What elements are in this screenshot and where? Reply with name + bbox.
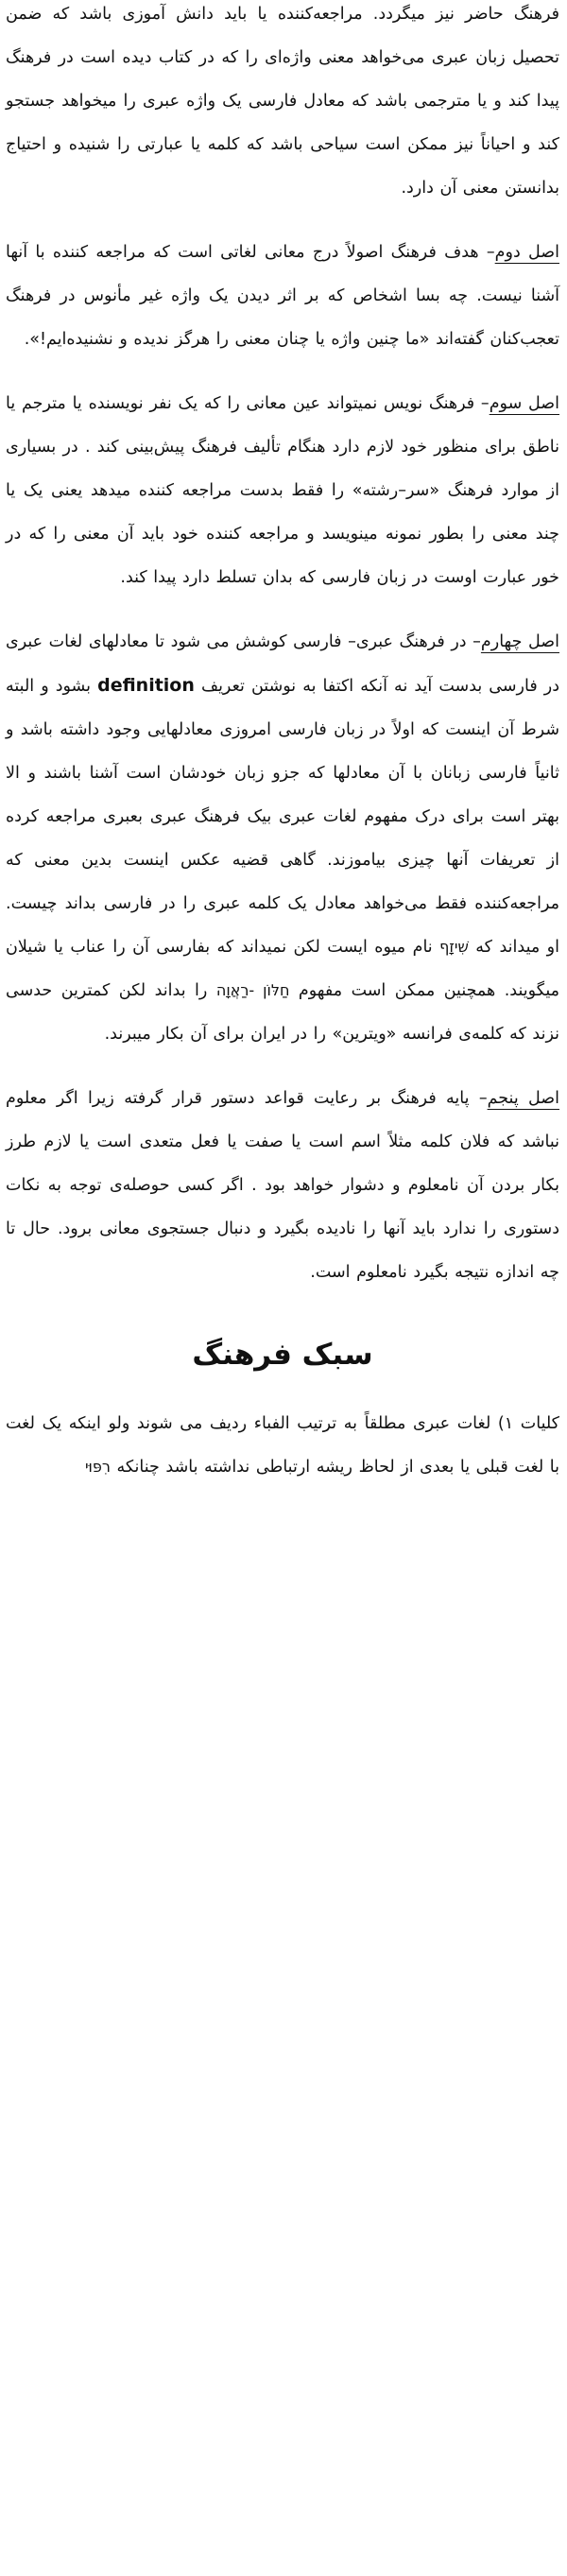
paragraph-generalities bbox=[6, 1402, 559, 1489]
latin-term: definition bbox=[97, 675, 195, 696]
principle-heading: اصل پنجم bbox=[487, 1089, 560, 1108]
paragraph-principle-4 bbox=[6, 620, 559, 1056]
paragraph-principle-2 bbox=[6, 231, 559, 361]
paragraph-text: نام میوه ایست لکن نمیداند که بفارسی آن را عناب یا شیلان میگویند. همچنین ممکن است مفهوم bbox=[6, 938, 560, 1000]
paragraph-text: – پایه فرهنگ بر رعایت قواعد دستور قرار گرفته زیرا اگر معلوم نباشد که فلان کلمه مثلاً اسم است یا صفت یا فعل متعدی است یا لازم طرز بکار بردن آن نامعلوم و دشوار خواهد بود . اگر کسی حوصله‌ی توجه به نکات دستوری را ندارد باید آنها را نادیده بگیرد و دنبال جستجوی معانی برود. حال تا چه اندازه نتیجه بگیرد نامعلوم است. bbox=[6, 1089, 559, 1282]
paragraph-text: – فرهنگ نویس نمیتواند عین معانی را که یک نفر نویسنده یا مترجم یا ناطق برای منظور خود لازم دارد هنگام تألیف فرهنگ پیش‌بینی کند . در بسیاری از موارد فرهنگ «سر–رشته» را فقط بدست مراجعه کننده میدهد یعنی یک یا چند معنی را بطور نمونه مینویسد و مراجعه کننده خود باید آن معنی را که در خور عبارت اوست در زبان فارسی که بدان تسلط دارد پیدا کند. bbox=[6, 394, 559, 587]
paragraph-text: فرهنگ حاضر نیز میگردد. مراجعه‌کننده یا باید دانش آموزی باشد که ضمن تحصیل زبان عبری می‌خواهد معنی واژه‌ای را که در کتاب دیده است در فرهنگ پیدا کند و یا مترجمی باشد که معادل فارسی یک واژه عبری را میخواهد جستجو کند و احیاناً نیز ممکن است سیاحی باشد که کلمه یا عبارتی را شنیده و احتیاج بدانستن معنی آن دارد. bbox=[6, 5, 559, 198]
principle-heading: اصل دوم bbox=[494, 243, 559, 262]
section-title: سبک فرهنگ bbox=[192, 1338, 373, 1372]
hebrew-word: רִפּוּי bbox=[84, 1458, 111, 1476]
paragraph-text: – در فرهنگ عبری– فارسی کوشش می شود تا معادلهای لغات عبری در فارسی بدست آید نه آنکه اکتفا به نوشتن تعریف bbox=[6, 632, 560, 696]
paragraph-text: کلیات ۱) لغات عبری مطلقاً به ترتیب الفباء ردیف می شوند ولو اینکه یک لغت با لغت قبلی یا بعدی از لحاظ ریشه ارتباطی نداشته باشد چنانکه bbox=[6, 1414, 560, 1477]
hebrew-word: שִׁיזָף bbox=[439, 938, 469, 956]
paragraph-text: بشود و البته شرط آن اینست که اولاً در زبان فارسی امروزی معادلهایی وجود داشته باشد و ثانیاً فارسی زبانان با آن معادلها که جزو زبان خودشان است آشنا باشند و الا بهتر است برای درک مفهوم لغات عبری بیک فرهنگ عبری بعبری مراجعه کرده از تعریفات آنها چیزی بیاموزند. گاهی قضیه عکس اینست بدین معنی که مراجعه‌کننده فقط می‌خواهد معادل یک کلمه عبری را در فارسی بداند چیست. او میداند که bbox=[6, 677, 559, 957]
principle-heading: اصل چهارم bbox=[480, 632, 559, 651]
hebrew-word: חַלּוֹן -רַאֲוָה bbox=[215, 981, 290, 999]
principle-heading: اصل سوم bbox=[489, 394, 559, 413]
paragraph-principle-5 bbox=[6, 1077, 559, 1294]
paragraph-text: را بداند لکن کمترین حدسی نزند که کلمه‌ی فرانسه «ویترین» را در ایران برای آن بکار میبرند. bbox=[6, 981, 559, 1044]
paragraph-principle-3 bbox=[6, 382, 559, 599]
paragraph-intro bbox=[6, 0, 559, 210]
paragraph-text: – هدف فرهنگ اصولاً درج معانی لغاتی است که مراجعه کننده با آنها آشنا نیست. چه بسا اشخاص که بر اثر دیدن یک واژه غیر مأنوس در فرهنگ تعجب‌کنان گفته‌اند «ما چنین واژه یا چنان معنی را هرگز ندیده و نشنیده‌ایم!». bbox=[6, 243, 559, 349]
